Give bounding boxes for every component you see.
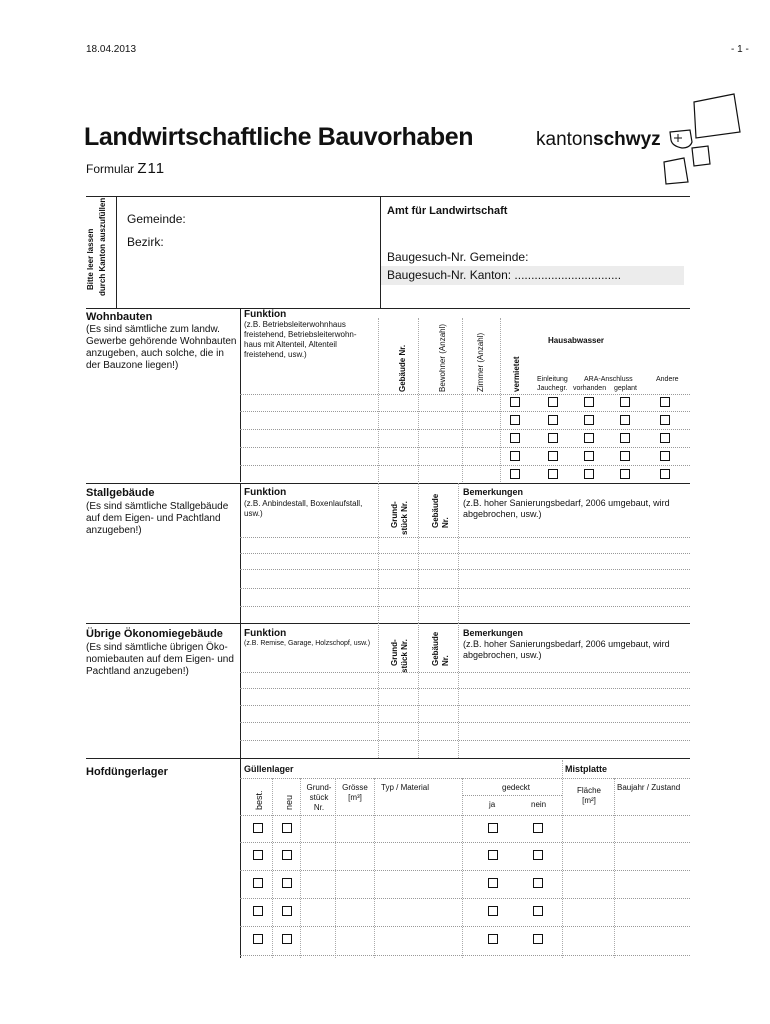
wohn-checkbox[interactable] bbox=[620, 433, 630, 443]
date: 18.04.2013 bbox=[86, 44, 137, 55]
hof-title: Hofdüngerlager bbox=[86, 766, 168, 778]
wohn-checkbox[interactable] bbox=[510, 433, 520, 443]
wohn-checkbox[interactable] bbox=[510, 469, 520, 479]
andere-label: Andere bbox=[656, 376, 679, 383]
hof-checkbox[interactable] bbox=[533, 850, 543, 860]
oeko-col-grund-1: Grund- bbox=[390, 639, 399, 666]
oeko-title: Übrige Ökonomiegebäude bbox=[86, 628, 223, 640]
baugesuch-kanton-label: Baugesuch-Nr. Kanton: ................................ bbox=[387, 268, 622, 282]
ara-label: ARA-Anschluss bbox=[584, 376, 633, 383]
wohn-checkbox[interactable] bbox=[548, 397, 558, 407]
gemeinde-label: Gemeinde: bbox=[127, 212, 186, 226]
logo-text bbox=[536, 129, 661, 151]
wohn-checkbox[interactable] bbox=[660, 451, 670, 461]
flaeche-label: Fläche [m²] bbox=[576, 786, 601, 805]
groesse-label: Grösse [m³] bbox=[342, 783, 368, 802]
stall-col-grund-2: stück Nr. bbox=[400, 501, 409, 535]
wohn-checkbox[interactable] bbox=[660, 433, 670, 443]
wohn-checkbox[interactable] bbox=[510, 451, 520, 461]
wohn-checkbox[interactable] bbox=[510, 415, 520, 425]
best-label: best. bbox=[254, 790, 264, 810]
hof-checkbox[interactable] bbox=[253, 878, 263, 888]
stall-col-grund-1: Grund- bbox=[390, 501, 399, 528]
hof-checkbox[interactable] bbox=[282, 823, 292, 833]
bezirk-label: Bezirk: bbox=[127, 235, 164, 249]
hausabwasser-label: Hausabwasser bbox=[548, 336, 605, 345]
oeko-bemerkungen-label: Bemerkungen bbox=[463, 628, 524, 638]
wohn-checkbox[interactable] bbox=[548, 415, 558, 425]
stall-funktion-desc: (z.B. Anbindestall, Boxenlaufstall, usw.) bbox=[244, 499, 363, 518]
wohn-checkbox[interactable] bbox=[620, 451, 630, 461]
oeko-col-geb-1: Gebäude bbox=[431, 631, 440, 666]
wohn-checkbox[interactable] bbox=[620, 469, 630, 479]
sidebar-note-1: Bitte leer lassen bbox=[86, 228, 95, 290]
logo-light: kanton bbox=[536, 129, 594, 150]
col-bewohner: Bewohner (Anzahl) bbox=[438, 323, 447, 392]
stall-funktion-label: Funktion bbox=[244, 487, 287, 498]
wohn-checkbox[interactable] bbox=[620, 397, 630, 407]
hof-checkbox[interactable] bbox=[282, 934, 292, 944]
gedeckt-label: gedeckt bbox=[502, 783, 531, 792]
oeko-bemerkungen-desc: (z.B. hoher Sanierungsbedarf, 2006 umgebaut, wird abgebrochen, usw.) bbox=[463, 639, 670, 660]
wohn-checkbox[interactable] bbox=[548, 451, 558, 461]
form-prefix: Formular bbox=[86, 162, 135, 176]
wohn-checkbox[interactable] bbox=[584, 397, 594, 407]
kanton-logo-icon bbox=[660, 92, 742, 192]
geplant-label: geplant bbox=[614, 385, 637, 392]
mistplatte-label: Mistplatte bbox=[565, 764, 608, 774]
page-title: Landwirtschaftliche Bauvorhaben bbox=[84, 123, 474, 151]
wohnbauten-title: Wohnbauten bbox=[86, 311, 153, 323]
neu-label: neu bbox=[284, 794, 294, 810]
hof-checkbox[interactable] bbox=[533, 934, 543, 944]
wohn-checkbox[interactable] bbox=[548, 433, 558, 443]
hof-checkbox[interactable] bbox=[488, 850, 498, 860]
nein-label: nein bbox=[531, 800, 547, 809]
col-vermietet: vermietet bbox=[512, 356, 521, 392]
ja-label: ja bbox=[489, 800, 496, 809]
wohn-checkbox[interactable] bbox=[584, 433, 594, 443]
hof-checkbox[interactable] bbox=[533, 878, 543, 888]
baujahr-label: Baujahr / Zustand bbox=[617, 783, 681, 792]
stall-desc: (Es sind sämtliche Stallgebäude auf dem Eigen- und Pachtland anzugeben!) bbox=[86, 501, 229, 536]
hof-checkbox[interactable] bbox=[488, 823, 498, 833]
einleitung-label: Einleitung bbox=[537, 376, 568, 383]
oeko-desc: (Es sind sämtliche übrigen Öko- nomiebauten auf dem Eigen- und Pachtland anzugeben!) bbox=[86, 642, 234, 677]
hof-checkbox[interactable] bbox=[488, 878, 498, 888]
hof-checkbox[interactable] bbox=[253, 934, 263, 944]
stall-col-geb-2: Nr. bbox=[441, 517, 450, 528]
col-zimmer: Zimmer (Anzahl) bbox=[476, 332, 485, 392]
oeko-col-grund-2: stück Nr. bbox=[400, 639, 409, 673]
form-subtitle bbox=[86, 160, 165, 177]
oeko-funktion-label: Funktion bbox=[244, 628, 287, 639]
hof-checkbox[interactable] bbox=[488, 906, 498, 916]
wohn-checkbox[interactable] bbox=[660, 397, 670, 407]
wohn-checkbox[interactable] bbox=[584, 451, 594, 461]
wohn-checkbox[interactable] bbox=[548, 469, 558, 479]
hof-checkbox[interactable] bbox=[282, 878, 292, 888]
oeko-funktion-desc: (z.B. Remise, Garage, Holzschopf, usw.) bbox=[244, 640, 371, 647]
hof-checkbox[interactable] bbox=[253, 906, 263, 916]
wohn-checkbox[interactable] bbox=[584, 469, 594, 479]
vorhanden-label: vorhanden bbox=[573, 385, 607, 392]
hof-checkbox[interactable] bbox=[253, 823, 263, 833]
stall-bemerkungen-desc: (z.B. hoher Sanierungsbedarf, 2006 umgebaut, wird abgebrochen, usw.) bbox=[463, 498, 670, 519]
stall-col-geb-1: Gebäude bbox=[431, 493, 440, 528]
hof-checkbox[interactable] bbox=[533, 823, 543, 833]
guellenlager-label: Güllenlager bbox=[244, 764, 294, 774]
jauchegr-label: Jauchegr. bbox=[537, 385, 568, 392]
wohn-checkbox[interactable] bbox=[510, 397, 520, 407]
sidebar-note-2: durch Kanton auszufüllen bbox=[98, 197, 107, 296]
hof-checkbox[interactable] bbox=[282, 850, 292, 860]
hof-checkbox[interactable] bbox=[253, 850, 263, 860]
wohn-funktion-desc: (z.B. Betriebsleiterwohnhaus freistehend, Betriebsleiterwohn- haus mit Altenteil, Altenteil freistehend, usw.) bbox=[244, 320, 357, 359]
form-code: Z11 bbox=[137, 160, 166, 177]
typ-label: Typ / Material bbox=[381, 783, 430, 792]
baugesuch-gemeinde-label: Baugesuch-Nr. Gemeinde: bbox=[387, 250, 529, 264]
wohnbauten-desc: (Es sind sämtliche zum landw. Gewerbe gehörende Wohnbauten anzugeben, auch solche, die in der Bauzone liegen!) bbox=[86, 324, 237, 371]
stall-bemerkungen-label: Bemerkungen bbox=[463, 487, 524, 497]
grundstueck-label: Grund- stück Nr. bbox=[306, 783, 332, 812]
wohn-funktion-label: Funktion bbox=[244, 309, 287, 320]
wohn-checkbox[interactable] bbox=[584, 415, 594, 425]
hof-checkbox[interactable] bbox=[488, 934, 498, 944]
amt-heading: Amt für Landwirtschaft bbox=[387, 205, 508, 217]
wohn-checkbox[interactable] bbox=[620, 415, 630, 425]
stall-title: Stallgebäude bbox=[86, 487, 155, 499]
logo-bold: schwyz bbox=[593, 129, 661, 150]
hof-checkbox[interactable] bbox=[533, 906, 543, 916]
wohn-checkbox[interactable] bbox=[660, 415, 670, 425]
oeko-col-geb-2: Nr. bbox=[441, 655, 450, 666]
page-number: - 1 - bbox=[731, 44, 749, 55]
wohn-checkbox[interactable] bbox=[660, 469, 670, 479]
hof-checkbox[interactable] bbox=[282, 906, 292, 916]
col-gebaeude-nr: Gebäude Nr. bbox=[398, 344, 407, 392]
